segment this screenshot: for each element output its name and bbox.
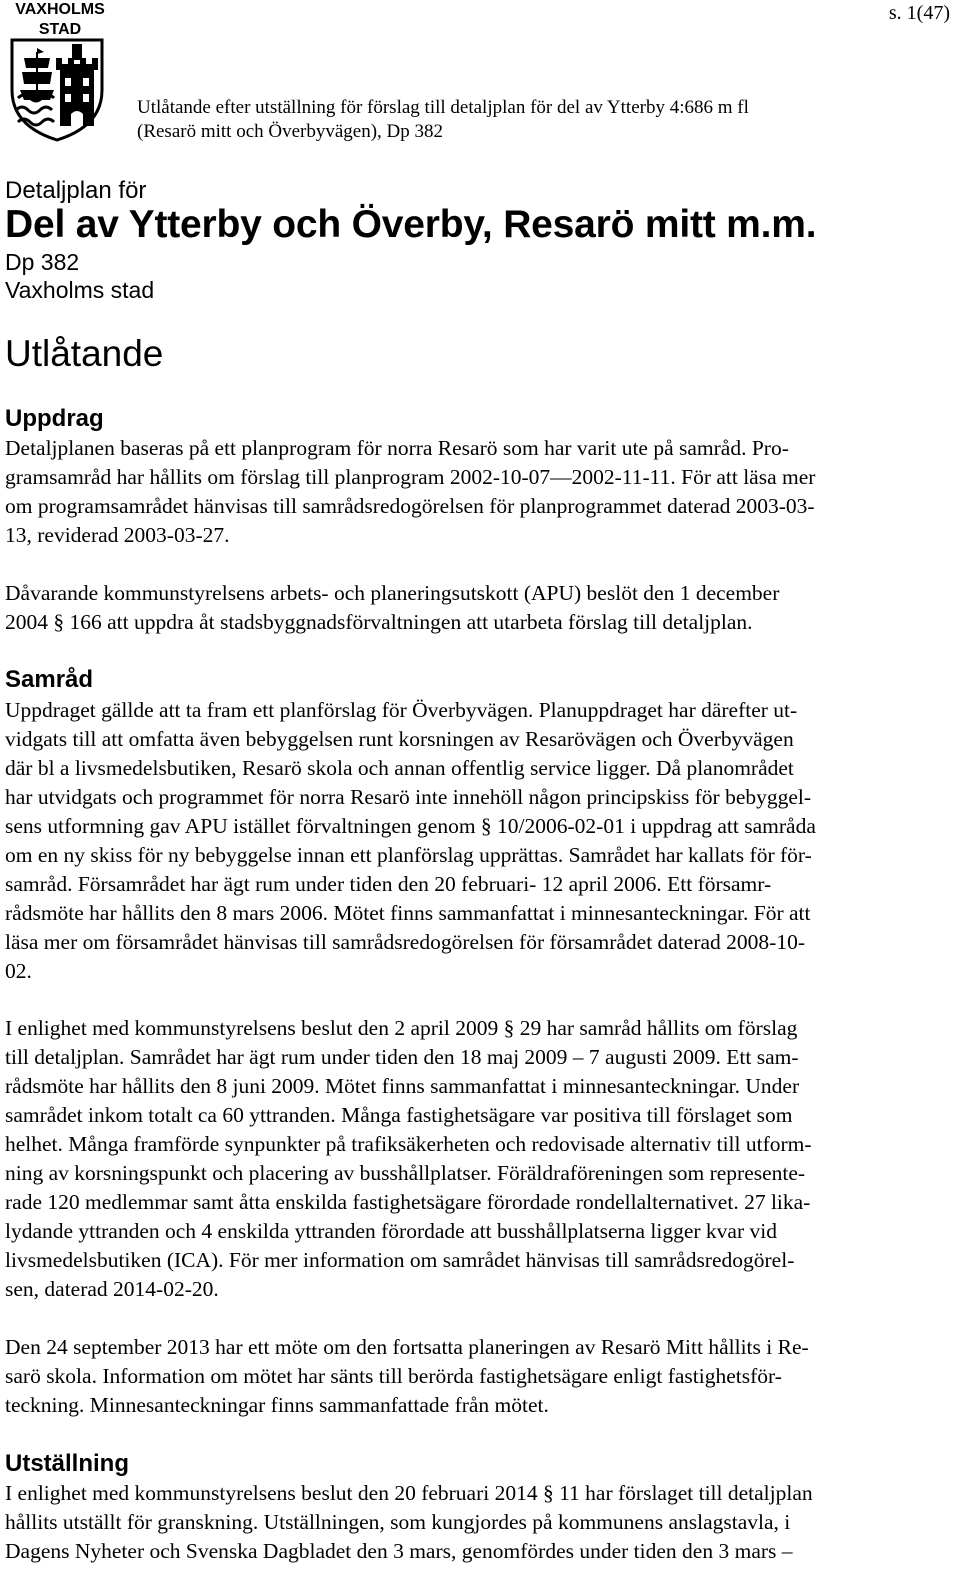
text-line: Dåvarande kommunstyrelsens arbets- och planeringsutskott (APU) beslöt den 1 december (5, 581, 780, 605)
text-line: Detaljplanen baseras på ett planprogram för norra Resarö som har varit ute på samråd. Pro- (5, 436, 789, 460)
text-line: läsa mer om församrådet hänvisas till samrådsredogörelsen för församrådet daterad 2008-10- (5, 930, 805, 954)
text-line: rådsmöte har hållits den 8 mars 2006. Mötet finns sammanfattat i minnesanteckningar. För att (5, 901, 811, 925)
text-line: teckning. Minnesanteckningar finns sammanfattade från mötet. (5, 1393, 549, 1417)
text-line: rade 120 medlemmar samt åtta enskilda fastighetsägare förordade rondellalternativet. 27 lika- (5, 1190, 811, 1214)
org-name (8, 0, 112, 40)
text-line: ning av korsningspunkt och placering av busshållplatser. Föräldraföreningen som represente- (5, 1161, 806, 1185)
plan-title: Del av Ytterby och Överby, Resarö mitt m.m. (5, 203, 817, 246)
text-line: Den 24 september 2013 har ett möte om den fortsatta planeringen av Resarö Mitt hållits i Re- (5, 1335, 809, 1359)
text-line: livsmedelsbutiken (ICA). För mer information om samrådet hänvisas till samrådsredogörel- (5, 1248, 795, 1272)
text-line: samrådet inkom totalt ca 60 yttranden. Många fastighetsägare var positiva till förslaget som (5, 1103, 793, 1127)
org-name-line2: STAD (38, 21, 82, 38)
text-line: Dagens Nyheter och Svenska Dagbladet den 3 mars, genomfördes under tiden den 3 mars – (5, 1539, 793, 1563)
text-line: till detaljplan. Samrådet har ägt rum under tiden den 18 maj 2009 – 7 augusti 2009. Ett sam- (5, 1045, 799, 1069)
samrad-paragraph-1 (5, 696, 960, 986)
text-line: sens utformning gav APU istället förvaltningen genom § 10/2006-02-01 i uppdrag att samråda (5, 814, 816, 838)
text-line: vidgats till att omfatta även bebyggelsen runt korsningen av Resarövägen och Överbyvägen (5, 727, 794, 751)
header-title-line1: Utlåtande efter utställning för förslag till detaljplan för del av Ytterby 4:686 m fl (137, 97, 749, 118)
text-line: 02. (5, 959, 32, 983)
text-line: I enlighet med kommunstyrelsens beslut den 20 februari 2014 § 11 har förslaget till detaljplan (5, 1481, 813, 1505)
plan-label: Detaljplan för (5, 177, 147, 204)
section-heading-uppdrag: Uppdrag (5, 405, 104, 432)
section-heading-samrad: Samråd (5, 666, 94, 693)
text-line: Uppdraget gällde att ta fram ett planförslag för Överbyvägen. Planuppdraget har därefter ut- (5, 698, 798, 722)
plan-municipality: Vaxholms stad (5, 277, 155, 303)
text-line: helhet. Många framförde synpunkter på trafiksäkerheten och redovisade alternativ till utform- (5, 1132, 812, 1156)
text-line: rådsmöte har hållits den 8 juni 2009. Mötet finns sammanfattat i minnesanteckningar. Under (5, 1074, 800, 1098)
text-line: hållits utställt för granskning. Utställningen, som kungjordes på kommunens anslagstavla, i (5, 1510, 791, 1534)
text-line: om en ny skiss för ny bebyggelse innan ett planförslag upprättas. Samrådet har kallats för för- (5, 843, 812, 867)
text-line: där bl a livsmedelsbutiken, Resarö skola och annan offentlig service ligger. Då planområdet (5, 756, 794, 780)
document-heading: Utlåtande (5, 333, 164, 374)
text-line: 2004 § 166 att uppdra åt stadsbyggnadsförvaltningen att utarbeta förslag till detaljplan. (5, 610, 753, 634)
coat-of-arms-icon (10, 38, 104, 142)
text-line: sen, daterad 2014-02-20. (5, 1277, 219, 1301)
section-heading-utstallning: Utställning (5, 1450, 129, 1477)
text-line: samråd. Församrådet har ägt rum under tiden den 20 februari- 12 april 2006. Ett församr- (5, 872, 772, 896)
header-title-line2: (Resarö mitt och Överbyvägen), Dp 382 (137, 121, 444, 142)
org-name-line1: VAXHOLMS (15, 1, 105, 18)
document-header-title (137, 96, 937, 144)
text-line: gramsamråd har hållits om förslag till planprogram 2002-10-07—2002-11-11. För att läsa mer (5, 465, 816, 489)
text-line: I enlighet med kommunstyrelsens beslut den 2 april 2009 § 29 har samråd hållits om förslag (5, 1016, 798, 1040)
page-number: s. 1(47) (888, 2, 950, 24)
text-line: lydande yttranden och 4 enskilda yttranden förordade att busshållplatserna ligger kvar vid (5, 1219, 777, 1243)
plan-number: Dp 382 (5, 249, 80, 275)
utstallning-paragraph-1 (5, 1479, 960, 1566)
text-line: 13, reviderad 2003-03-27. (5, 523, 230, 547)
uppdrag-paragraph-2 (5, 579, 960, 637)
text-line: om programsamrådet hänvisas till samrådsredogörelsen för planprogrammet daterad 2003-03- (5, 494, 815, 518)
samrad-paragraph-3 (5, 1333, 960, 1420)
uppdrag-paragraph-1 (5, 434, 960, 550)
text-line: har utvidgats och programmet för norra Resarö inte innehöll någon principskiss för bebyggel- (5, 785, 812, 809)
samrad-paragraph-2 (5, 1014, 960, 1304)
text-line: sarö skola. Information om mötet har sänts till berörda fastighetsägare enligt fastighetsför- (5, 1364, 782, 1388)
